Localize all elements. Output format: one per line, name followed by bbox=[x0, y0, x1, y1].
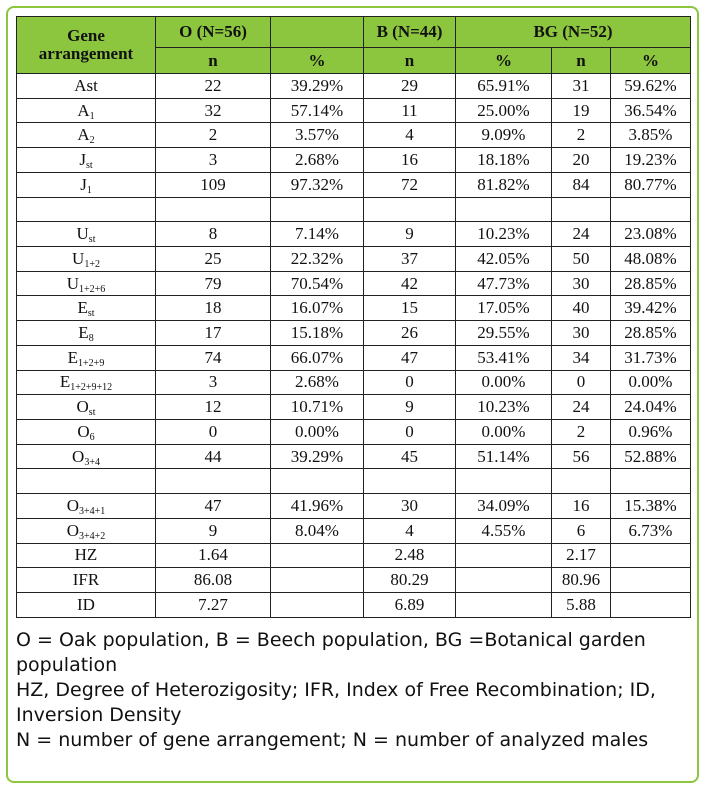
footnote-index-definitions: HZ, Degree of Heterozigosity; IFR, Index of Free Recombination; ID, Inversion Density bbox=[16, 679, 656, 726]
gene-arrangement-label bbox=[17, 444, 156, 469]
spacer-cell bbox=[156, 469, 271, 494]
count-cell-bg: 6 bbox=[552, 518, 611, 543]
spacer-cell bbox=[364, 197, 456, 222]
spacer-row bbox=[17, 469, 691, 494]
spacer-cell bbox=[611, 469, 691, 494]
count-cell-b: 9 bbox=[364, 222, 456, 247]
oak-n-header: n bbox=[156, 48, 271, 74]
percent-cell-o: 39.29% bbox=[271, 444, 364, 469]
count-cell-o: 47 bbox=[156, 494, 271, 519]
spacer-cell bbox=[611, 197, 691, 222]
count-cell-bg: 30 bbox=[552, 271, 611, 296]
spacer-cell bbox=[17, 197, 156, 222]
percent-cell-o bbox=[271, 593, 364, 618]
count-cell-o: 109 bbox=[156, 172, 271, 197]
table-row bbox=[17, 123, 691, 148]
table-row bbox=[17, 271, 691, 296]
percent-cell-bg: 59.62% bbox=[611, 73, 691, 98]
percent-cell-b: 34.09% bbox=[456, 494, 552, 519]
gene-header-line1: Gene bbox=[67, 25, 105, 45]
percent-cell-o: 70.54% bbox=[271, 271, 364, 296]
count-cell-b: 42 bbox=[364, 271, 456, 296]
percent-cell-bg: 39.42% bbox=[611, 296, 691, 321]
percent-cell-o: 41.96% bbox=[271, 494, 364, 519]
percent-cell-b: 53.41% bbox=[456, 345, 552, 370]
arrangement-name: A bbox=[77, 125, 90, 145]
percent-cell-bg: 19.23% bbox=[611, 148, 691, 173]
arrangement-subscript: 1+2+9+12 bbox=[70, 382, 113, 394]
count-cell-b: 2.48 bbox=[364, 543, 456, 568]
table-row bbox=[17, 444, 691, 469]
arrangement-subscript: 1+2 bbox=[84, 258, 100, 270]
count-cell-o: 9 bbox=[156, 518, 271, 543]
percent-cell-o: 2.68% bbox=[271, 370, 364, 395]
gene-arrangement-table bbox=[16, 16, 691, 618]
arrangement-name: IFR bbox=[72, 570, 100, 590]
percent-cell-bg: 28.85% bbox=[611, 321, 691, 346]
count-cell-b: 72 bbox=[364, 172, 456, 197]
count-cell-b: 45 bbox=[364, 444, 456, 469]
percent-cell-b: 42.05% bbox=[456, 247, 552, 272]
spacer-cell bbox=[552, 469, 611, 494]
percent-cell-o: 15.18% bbox=[271, 321, 364, 346]
count-cell-b: 16 bbox=[364, 148, 456, 173]
percent-cell-b: 29.55% bbox=[456, 321, 552, 346]
arrangement-subscript: 1 bbox=[89, 110, 95, 122]
percent-cell-b bbox=[456, 568, 552, 593]
percent-cell-o: 3.57% bbox=[271, 123, 364, 148]
count-cell-o: 74 bbox=[156, 345, 271, 370]
percent-cell-bg bbox=[611, 568, 691, 593]
count-cell-b: 4 bbox=[364, 518, 456, 543]
percent-cell-b bbox=[456, 593, 552, 618]
table-row bbox=[17, 222, 691, 247]
percent-cell-bg bbox=[611, 543, 691, 568]
gene-arrangement-label bbox=[17, 321, 156, 346]
percent-cell-b: 47.73% bbox=[456, 271, 552, 296]
count-cell-o: 44 bbox=[156, 444, 271, 469]
count-cell-b: 9 bbox=[364, 395, 456, 420]
percent-cell-bg bbox=[611, 593, 691, 618]
count-cell-o: 32 bbox=[156, 98, 271, 123]
count-cell-bg: 2 bbox=[552, 123, 611, 148]
percent-cell-bg: 24.04% bbox=[611, 395, 691, 420]
percent-cell-b: 25.00% bbox=[456, 98, 552, 123]
gene-header-line2: arrangement bbox=[38, 43, 134, 63]
gene-arrangement-label bbox=[17, 247, 156, 272]
count-cell-o: 79 bbox=[156, 271, 271, 296]
gene-arrangement-label bbox=[17, 494, 156, 519]
table-row bbox=[17, 593, 691, 618]
spacer-cell bbox=[456, 469, 552, 494]
arrangement-subscript: st bbox=[88, 407, 96, 419]
percent-cell-bg: 0.96% bbox=[611, 420, 691, 445]
arrangement-name: HZ bbox=[74, 545, 98, 565]
percent-cell-bg: 80.77% bbox=[611, 172, 691, 197]
percent-cell-o: 22.32% bbox=[271, 247, 364, 272]
percent-cell-bg: 15.38% bbox=[611, 494, 691, 519]
percent-cell-bg: 0.00% bbox=[611, 370, 691, 395]
percent-cell-bg: 52.88% bbox=[611, 444, 691, 469]
count-cell-b: 30 bbox=[364, 494, 456, 519]
table-row bbox=[17, 247, 691, 272]
arrangement-name: O bbox=[77, 421, 90, 441]
percent-cell-bg: 36.54% bbox=[611, 98, 691, 123]
percent-cell-bg: 23.08% bbox=[611, 222, 691, 247]
count-cell-o: 1.64 bbox=[156, 543, 271, 568]
gene-arrangement-label bbox=[17, 172, 156, 197]
spacer-cell bbox=[271, 469, 364, 494]
percent-cell-o: 66.07% bbox=[271, 345, 364, 370]
arrangement-name: U bbox=[66, 273, 79, 293]
percent-cell-o: 2.68% bbox=[271, 148, 364, 173]
table-row bbox=[17, 494, 691, 519]
count-cell-b: 6.89 bbox=[364, 593, 456, 618]
percent-cell-o: 57.14% bbox=[271, 98, 364, 123]
gene-arrangement-header bbox=[17, 17, 156, 74]
percent-cell-b: 65.91% bbox=[456, 73, 552, 98]
table-row bbox=[17, 172, 691, 197]
count-cell-bg: 0 bbox=[552, 370, 611, 395]
oak-group-header-pct-spacer bbox=[271, 17, 364, 48]
count-cell-o: 0 bbox=[156, 420, 271, 445]
table-row bbox=[17, 543, 691, 568]
count-cell-b: 11 bbox=[364, 98, 456, 123]
percent-cell-bg: 6.73% bbox=[611, 518, 691, 543]
arrangement-subscript: 2 bbox=[89, 135, 95, 147]
spacer-cell bbox=[364, 469, 456, 494]
gene-arrangement-label bbox=[17, 123, 156, 148]
arrangement-name: E bbox=[67, 347, 79, 367]
arrangement-name: O bbox=[76, 397, 89, 417]
percent-cell-o bbox=[271, 543, 364, 568]
table-row bbox=[17, 568, 691, 593]
count-cell-o: 3 bbox=[156, 148, 271, 173]
table-row bbox=[17, 395, 691, 420]
percent-cell-b: 0.00% bbox=[456, 370, 552, 395]
count-cell-bg: 5.88 bbox=[552, 593, 611, 618]
percent-cell-b: 51.14% bbox=[456, 444, 552, 469]
percent-cell-b: 81.82% bbox=[456, 172, 552, 197]
table-row bbox=[17, 518, 691, 543]
count-cell-o: 8 bbox=[156, 222, 271, 247]
footnote-population-legend: O = Oak population, B = Beech population, BG =Botanical garden population bbox=[16, 629, 646, 676]
arrangement-subscript: st bbox=[87, 308, 95, 320]
count-cell-o: 12 bbox=[156, 395, 271, 420]
spacer-row bbox=[17, 197, 691, 222]
gene-arrangement-label bbox=[17, 370, 156, 395]
percent-cell-b: 9.09% bbox=[456, 123, 552, 148]
count-cell-o: 7.27 bbox=[156, 593, 271, 618]
spacer-cell bbox=[271, 197, 364, 222]
percent-cell-b: 0.00% bbox=[456, 420, 552, 445]
arrangement-name: J bbox=[80, 174, 87, 194]
count-cell-bg: 16 bbox=[552, 494, 611, 519]
gene-arrangement-label bbox=[17, 420, 156, 445]
arrangement-subscript: 3+4 bbox=[84, 456, 100, 468]
gene-arrangement-label bbox=[17, 518, 156, 543]
oak-pct-header: % bbox=[271, 48, 364, 74]
percent-cell-o: 39.29% bbox=[271, 73, 364, 98]
percent-cell-bg: 48.08% bbox=[611, 247, 691, 272]
arrangement-subscript: st bbox=[85, 159, 93, 171]
arrangement-name: E bbox=[78, 323, 89, 343]
gene-arrangement-label bbox=[17, 593, 156, 618]
percent-cell-o: 7.14% bbox=[271, 222, 364, 247]
gene-arrangement-label bbox=[17, 148, 156, 173]
bg-n-header: n bbox=[552, 48, 611, 74]
percent-cell-b: 10.23% bbox=[456, 395, 552, 420]
count-cell-bg: 50 bbox=[552, 247, 611, 272]
gene-arrangement-label bbox=[17, 271, 156, 296]
count-cell-bg: 19 bbox=[552, 98, 611, 123]
arrangement-name: J bbox=[79, 149, 86, 169]
arrangement-subscript: 8 bbox=[88, 333, 94, 345]
percent-cell-b: 4.55% bbox=[456, 518, 552, 543]
count-cell-bg: 24 bbox=[552, 395, 611, 420]
arrangement-subscript: 1+2+6 bbox=[79, 283, 106, 295]
count-cell-bg: 84 bbox=[552, 172, 611, 197]
count-cell-bg: 20 bbox=[552, 148, 611, 173]
count-cell-bg: 2.17 bbox=[552, 543, 611, 568]
percent-cell-b: 10.23% bbox=[456, 222, 552, 247]
count-cell-b: 0 bbox=[364, 420, 456, 445]
spacer-cell bbox=[552, 197, 611, 222]
gene-arrangement-label bbox=[17, 543, 156, 568]
arrangement-subscript: st bbox=[88, 234, 96, 246]
percent-cell-o: 97.32% bbox=[271, 172, 364, 197]
arrangement-name: U bbox=[76, 224, 89, 244]
table-row bbox=[17, 296, 691, 321]
table-row bbox=[17, 420, 691, 445]
count-cell-bg: 24 bbox=[552, 222, 611, 247]
count-cell-b: 15 bbox=[364, 296, 456, 321]
spacer-cell bbox=[17, 469, 156, 494]
count-cell-b: 47 bbox=[364, 345, 456, 370]
count-cell-o: 86.08 bbox=[156, 568, 271, 593]
count-cell-b: 37 bbox=[364, 247, 456, 272]
arrangement-name: O bbox=[66, 520, 79, 540]
count-cell-bg: 30 bbox=[552, 321, 611, 346]
count-cell-o: 17 bbox=[156, 321, 271, 346]
count-cell-bg: 80.96 bbox=[552, 568, 611, 593]
footnote-n-definition: N = number of gene arrangement; N = number of analyzed males bbox=[16, 729, 649, 751]
spacer-cell bbox=[456, 197, 552, 222]
count-cell-bg: 56 bbox=[552, 444, 611, 469]
percent-cell-bg: 31.73% bbox=[611, 345, 691, 370]
percent-cell-o bbox=[271, 568, 364, 593]
gene-arrangement-label bbox=[17, 222, 156, 247]
percent-cell-b: 17.05% bbox=[456, 296, 552, 321]
table-row bbox=[17, 98, 691, 123]
beech-pct-header: % bbox=[456, 48, 552, 74]
percent-cell-o: 10.71% bbox=[271, 395, 364, 420]
gene-arrangement-label bbox=[17, 568, 156, 593]
spacer-cell bbox=[156, 197, 271, 222]
arrangement-subscript: 1 bbox=[86, 184, 92, 196]
beech-group-header: B (N=44) bbox=[364, 17, 456, 48]
count-cell-o: 18 bbox=[156, 296, 271, 321]
header-row-groups bbox=[17, 17, 691, 48]
count-cell-b: 26 bbox=[364, 321, 456, 346]
bg-pct-header: % bbox=[611, 48, 691, 74]
count-cell-o: 22 bbox=[156, 73, 271, 98]
arrangement-subscript: 1+2+9 bbox=[78, 357, 105, 369]
table-row bbox=[17, 148, 691, 173]
table-row bbox=[17, 73, 691, 98]
arrangement-name: Ast bbox=[74, 75, 98, 95]
percent-cell-o: 8.04% bbox=[271, 518, 364, 543]
gene-arrangement-label bbox=[17, 345, 156, 370]
percent-cell-o: 0.00% bbox=[271, 420, 364, 445]
arrangement-name: O bbox=[72, 446, 85, 466]
arrangement-name: E bbox=[59, 372, 71, 392]
count-cell-b: 80.29 bbox=[364, 568, 456, 593]
count-cell-bg: 40 bbox=[552, 296, 611, 321]
count-cell-bg: 34 bbox=[552, 345, 611, 370]
table-row bbox=[17, 370, 691, 395]
count-cell-bg: 31 bbox=[552, 73, 611, 98]
oak-group-header: O (N=56) bbox=[156, 17, 271, 48]
arrangement-subscript: 3+4+2 bbox=[79, 530, 106, 542]
arrangement-name: ID bbox=[77, 595, 95, 615]
table-row bbox=[17, 345, 691, 370]
percent-cell-b bbox=[456, 543, 552, 568]
count-cell-o: 3 bbox=[156, 370, 271, 395]
count-cell-o: 25 bbox=[156, 247, 271, 272]
gene-arrangement-label bbox=[17, 98, 156, 123]
count-cell-bg: 2 bbox=[552, 420, 611, 445]
arrangement-name: E bbox=[77, 298, 88, 318]
arrangement-name: A bbox=[77, 100, 90, 120]
arrangement-subscript: 6 bbox=[89, 431, 95, 443]
gene-arrangement-label bbox=[17, 395, 156, 420]
percent-cell-bg: 3.85% bbox=[611, 123, 691, 148]
count-cell-b: 29 bbox=[364, 73, 456, 98]
beech-n-header: n bbox=[364, 48, 456, 74]
botanical-garden-group-header: BG (N=52) bbox=[456, 17, 691, 48]
gene-arrangement-label bbox=[17, 73, 156, 98]
count-cell-b: 0 bbox=[364, 370, 456, 395]
table-footnotes bbox=[16, 628, 692, 753]
percent-cell-o: 16.07% bbox=[271, 296, 364, 321]
arrangement-name: O bbox=[66, 496, 79, 516]
gene-arrangement-label bbox=[17, 296, 156, 321]
percent-cell-bg: 28.85% bbox=[611, 271, 691, 296]
table-row bbox=[17, 321, 691, 346]
percent-cell-b: 18.18% bbox=[456, 148, 552, 173]
count-cell-o: 2 bbox=[156, 123, 271, 148]
arrangement-name: U bbox=[72, 248, 85, 268]
count-cell-b: 4 bbox=[364, 123, 456, 148]
arrangement-subscript: 3+4+1 bbox=[79, 506, 106, 518]
